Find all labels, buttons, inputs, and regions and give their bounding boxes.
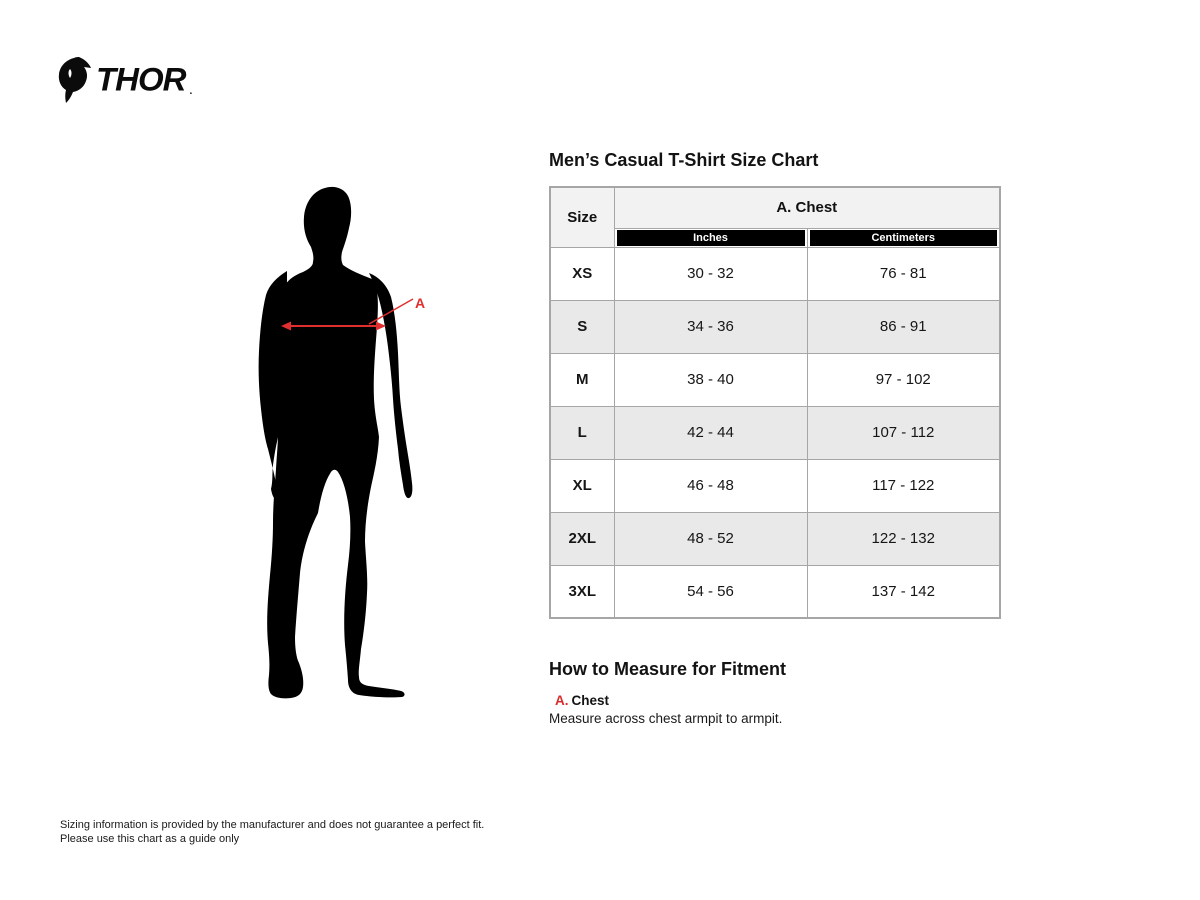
table-row	[550, 459, 1000, 512]
size-cell: XS	[550, 247, 614, 300]
thor-helmet-icon	[58, 57, 92, 103]
measurement-label-a: A	[415, 295, 426, 311]
table-row	[550, 406, 1000, 459]
inches-cell: 34 - 36	[614, 300, 807, 353]
size-cell: 2XL	[550, 512, 614, 565]
disclaimer-footer	[60, 818, 484, 846]
centimeters-column-header: Centimeters	[810, 230, 998, 246]
size-chart-table	[549, 186, 1001, 619]
centimeters-cell: 137 - 142	[807, 565, 1000, 618]
measure-item-description: Measure across chest armpit to armpit.	[549, 711, 783, 726]
units-header-row	[550, 228, 1000, 247]
measure-item-chest	[555, 693, 609, 708]
inches-cell: 38 - 40	[614, 353, 807, 406]
size-cell: L	[550, 406, 614, 459]
disclaimer-line-1: Sizing information is provided by the manufacturer and does not guarantee a perfect fit.	[60, 819, 485, 831]
inches-cell: 48 - 52	[614, 512, 807, 565]
size-cell: S	[550, 300, 614, 353]
thor-logo-trademark: .	[189, 86, 193, 97]
centimeters-cell: 76 - 81	[807, 247, 1000, 300]
centimeters-cell: 86 - 91	[807, 300, 1000, 353]
measure-item-name: Chest	[571, 693, 610, 708]
disclaimer-line-2: Please use this chart as a guide only	[60, 833, 240, 845]
measure-item-letter: A.	[555, 693, 569, 708]
chest-group-header: A. Chest	[614, 187, 1000, 228]
table-row	[550, 353, 1000, 406]
size-column-header: Size	[550, 187, 614, 247]
size-cell: XL	[550, 459, 614, 512]
table-row	[550, 247, 1000, 300]
size-chart-title: Men’s Casual T-Shirt Size Chart	[549, 150, 819, 170]
centimeters-cell: 117 - 122	[807, 459, 1000, 512]
table-row	[550, 565, 1000, 618]
centimeters-cell: 97 - 102	[807, 353, 1000, 406]
centimeters-cell: 122 - 132	[807, 512, 1000, 565]
table-row	[550, 300, 1000, 353]
size-cell: M	[550, 353, 614, 406]
centimeters-cell: 107 - 112	[807, 406, 1000, 459]
inches-cell: 46 - 48	[614, 459, 807, 512]
inches-cell: 30 - 32	[614, 247, 807, 300]
body-silhouette	[267, 187, 404, 699]
measure-section-heading: How to Measure for Fitment	[549, 659, 787, 679]
inches-cell: 54 - 56	[614, 565, 807, 618]
body-silhouette-diagram	[255, 185, 430, 705]
thor-logo	[58, 57, 192, 103]
thor-logo-text: THOR	[96, 61, 186, 98]
inches-column-header: Inches	[617, 230, 805, 246]
size-cell: 3XL	[550, 565, 614, 618]
inches-cell: 42 - 44	[614, 406, 807, 459]
table-row	[550, 512, 1000, 565]
table-header-row	[550, 187, 1000, 228]
